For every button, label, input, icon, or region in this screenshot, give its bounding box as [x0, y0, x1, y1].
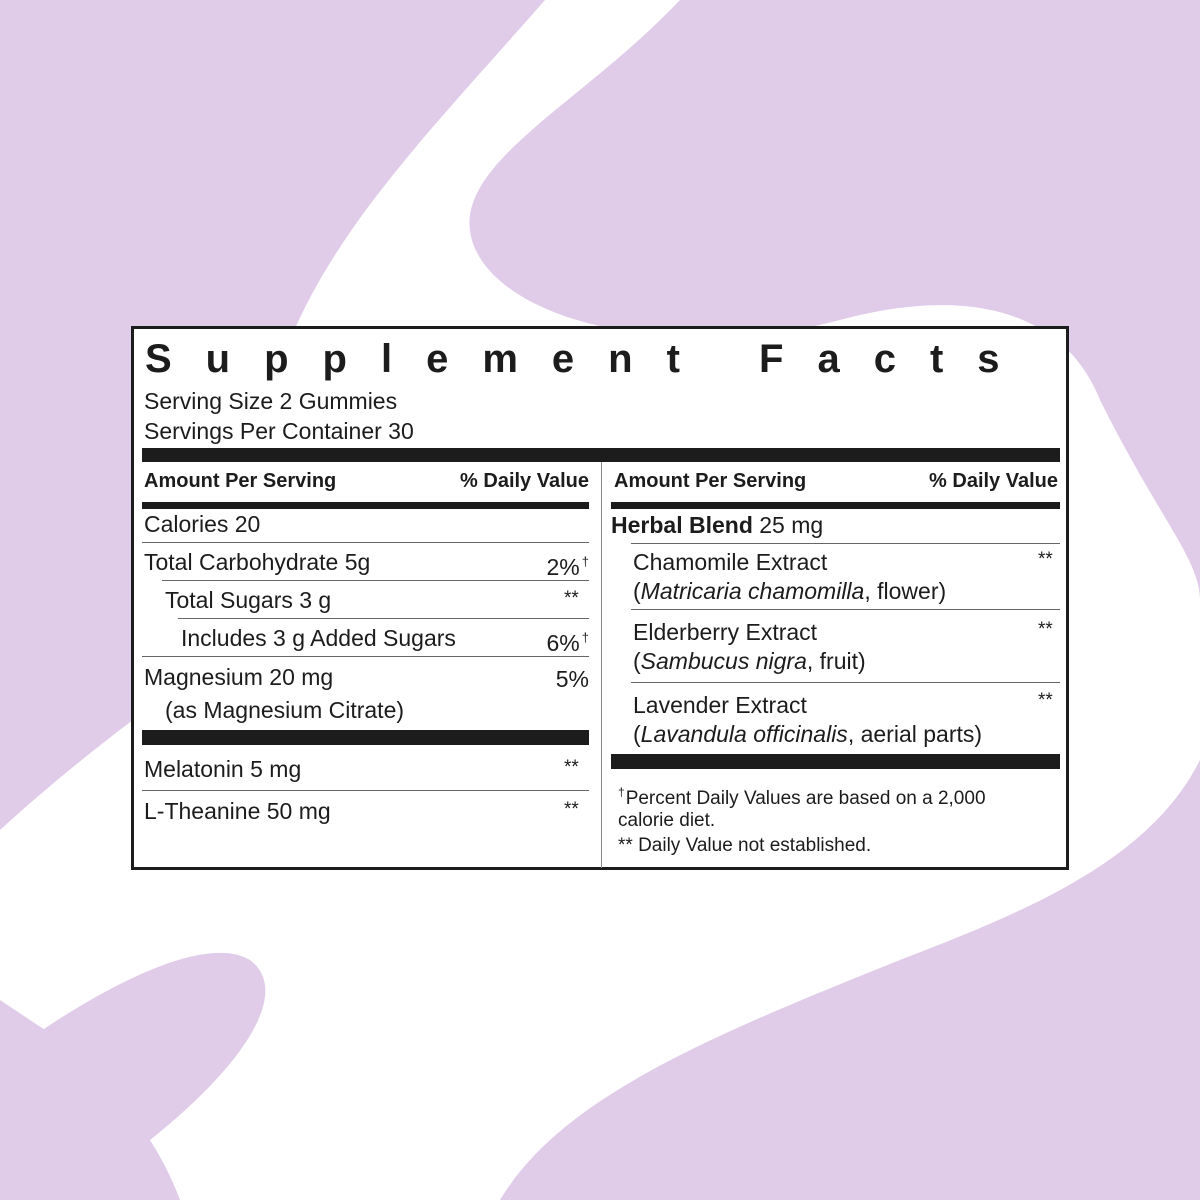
heavy-divider	[142, 730, 589, 745]
row-divider	[142, 542, 589, 543]
herbal-blend-amount: 25 mg	[752, 512, 824, 538]
theanine-label: L-Theanine 50 mg	[144, 798, 331, 824]
footnote-percent-dv: †Percent Daily Values are based on a 2,000 calorie diet.	[618, 785, 986, 831]
heavy-divider	[611, 754, 1060, 769]
dagger-mark: †	[618, 785, 625, 799]
row-divider	[178, 618, 589, 619]
row-divider	[631, 609, 1060, 610]
right-header-rule	[611, 502, 1060, 509]
elderberry-source: (Sambucus nigra, fruit)	[633, 648, 866, 674]
left-header-amount: Amount Per Serving	[144, 470, 337, 492]
chamomile-source: (Matricaria chamomilla, flower)	[633, 578, 947, 604]
theanine-dv: **	[564, 799, 579, 820]
row-divider	[162, 580, 589, 581]
row-divider	[631, 543, 1060, 544]
magnesium-label: Magnesium 20 mg	[144, 664, 334, 690]
added-sugars-dv: 6% †	[546, 630, 589, 656]
chamomile-dv: **	[1038, 549, 1053, 570]
heavy-divider	[142, 448, 1060, 462]
sugars-label: Total Sugars 3 g	[165, 587, 332, 613]
lavender-dv: **	[1038, 690, 1053, 711]
herbal-blend-row	[611, 511, 823, 539]
column-divider	[601, 462, 602, 868]
left-header-rule	[142, 502, 589, 509]
lavender-source: (Lavandula officinalis, aerial parts)	[633, 721, 983, 747]
added-sugars-label: Includes 3 g Added Sugars	[181, 625, 456, 651]
carb-label: Total Carbohydrate 5g	[144, 549, 371, 575]
servings-per-container: Servings Per Container 30	[144, 418, 414, 444]
row-divider	[142, 656, 589, 657]
panel-title: Supplement Facts	[145, 337, 1034, 381]
left-header-dv: % Daily Value	[460, 470, 589, 492]
right-header-amount: Amount Per Serving	[614, 470, 807, 492]
dagger-mark: †	[581, 630, 589, 645]
supplement-facts-panel	[131, 326, 1069, 870]
footnote-not-established: ** Daily Value not established.	[618, 835, 872, 856]
sugars-dv: **	[564, 588, 579, 609]
row-divider	[631, 682, 1060, 683]
lavender-name: Lavender Extract	[633, 692, 807, 718]
melatonin-label: Melatonin 5 mg	[144, 756, 302, 782]
elderberry-name: Elderberry Extract	[633, 619, 818, 645]
melatonin-dv: **	[564, 757, 579, 778]
serving-size: Serving Size 2 Gummies	[144, 388, 398, 414]
dagger-mark: †	[581, 554, 589, 569]
carb-dv: 2% †	[546, 554, 589, 580]
elderberry-dv: **	[1038, 619, 1053, 640]
chamomile-name: Chamomile Extract	[633, 549, 828, 575]
herbal-blend-name: Herbal Blend	[611, 512, 753, 538]
right-header-dv: % Daily Value	[929, 470, 1058, 492]
calories-row: Calories 20	[144, 511, 261, 537]
magnesium-source: (as Magnesium Citrate)	[165, 697, 405, 723]
magnesium-dv: 5%	[555, 666, 589, 692]
row-divider	[142, 790, 589, 791]
